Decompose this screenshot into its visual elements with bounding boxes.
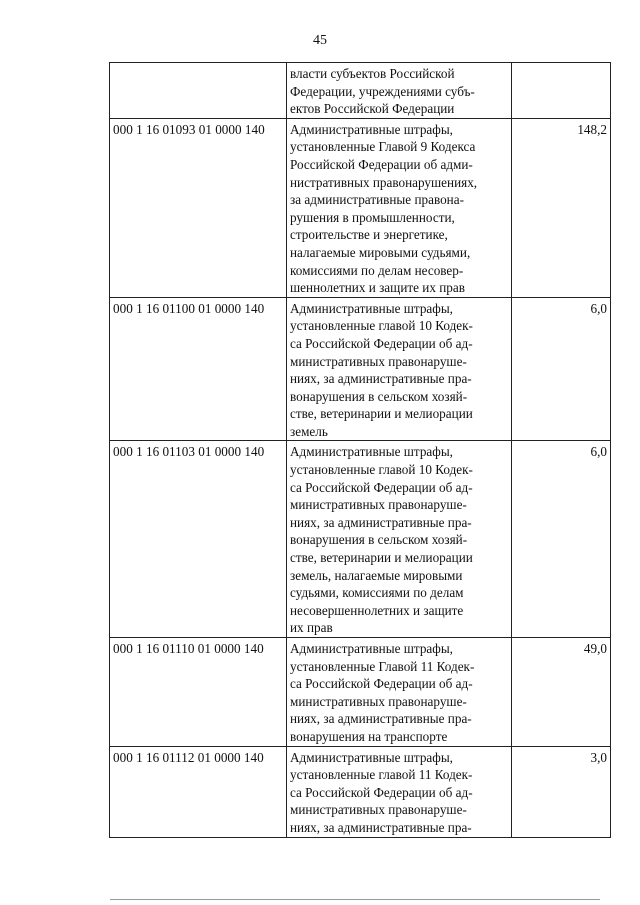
description-line: са Российской Федерации об ад- [290,335,473,351]
table-row [110,63,611,119]
description-line: Административные штрафы, [290,300,453,316]
description-cell [287,118,512,297]
description-line: установленные главой 10 Кодек- [290,462,473,478]
budget-code-cell: 000 1 16 01110 01 0000 140 [110,638,287,747]
amount-cell: 6,0 [512,441,611,638]
table-row [110,638,611,747]
description-line: их прав [290,620,333,636]
description-line: ниях, за административные пра- [290,711,472,727]
page-bottom-rule [110,899,600,900]
description-line: налагаемые мировыми судьями, [290,244,471,260]
budget-code-cell: 000 1 16 01112 01 0000 140 [110,746,287,837]
description-line: Административные штрафы, [290,749,453,765]
budget-code-cell [110,63,287,119]
amount-cell: 6,0 [512,297,611,441]
budget-code-cell: 000 1 16 01103 01 0000 140 [110,441,287,638]
description-cell [287,63,512,119]
description-line: рушения в промышленности, [290,209,455,225]
description-line: земель, налагаемые мировыми [290,567,463,583]
description-line: установленные главой 10 Кодек- [290,318,473,334]
table-row [110,746,611,837]
description-line: шеннолетних и защите их прав [290,280,465,296]
description-line: вонарушения на транспорте [290,728,448,744]
description-line: ниях, за административные пра- [290,371,472,387]
description-line: установленные Главой 9 Кодекса [290,139,476,155]
description-line: ектов Российской Федерации [290,101,455,117]
description-line: Административные штрафы, [290,641,453,656]
description-line: строительстве и энергетике, [290,227,448,243]
description-line: Административные штрафы, [290,121,453,137]
description-line: комиссиями по делам несовер- [290,262,464,278]
description-line: министративных правонаруше- [290,693,467,709]
description-line: Административные штрафы, [290,444,453,460]
description-line: министративных правонаруше- [290,802,467,818]
description-line: установленные Главой 11 Кодек- [290,658,475,674]
budget-table [109,62,611,838]
description-cell [287,297,512,441]
table-row [110,118,611,297]
description-cell [287,638,512,747]
description-line: установленные главой 11 Кодек- [290,767,473,783]
description-line: Российской Федерации об адми- [290,156,473,172]
amount-cell: 3,0 [512,746,611,837]
table-row [110,441,611,638]
amount-cell: 148,2 [512,118,611,297]
amount-cell [512,63,611,119]
description-line: власти субъектов Российской [290,66,455,81]
table-body [110,63,611,838]
description-line: са Российской Федерации об ад- [290,479,473,495]
description-line: ниях, за административные пра- [290,514,472,530]
description-cell [287,746,512,837]
description-line: судьями, комиссиями по делам [290,585,464,601]
description-line: са Российской Федерации об ад- [290,784,473,800]
description-line: Федерации, учреждениями субъ- [290,83,475,99]
description-line: ниях, за административные пра- [290,819,472,835]
description-line: са Российской Федерации об ад- [290,676,473,692]
description-line: нистративных правонарушениях, [290,174,478,190]
description-line: несовершеннолетних и защите [290,602,464,618]
table-row [110,297,611,441]
amount-cell: 49,0 [512,638,611,747]
description-line: министративных правонаруше- [290,353,467,369]
description-cell [287,441,512,638]
description-line: вонарушения в сельском хозяй- [290,388,468,404]
budget-code-cell: 000 1 16 01093 01 0000 140 [110,118,287,297]
description-line: стве, ветеринарии и мелиорации [290,406,473,422]
description-line: земель [290,423,328,439]
budget-code-cell: 000 1 16 01100 01 0000 140 [110,297,287,441]
description-line: за административные правона- [290,192,464,208]
description-line: вонарушения в сельском хозяй- [290,532,468,548]
description-line: стве, ветеринарии и мелиорации [290,550,473,566]
description-line: министративных правонаруше- [290,497,467,513]
page-number: 45 [313,33,327,48]
